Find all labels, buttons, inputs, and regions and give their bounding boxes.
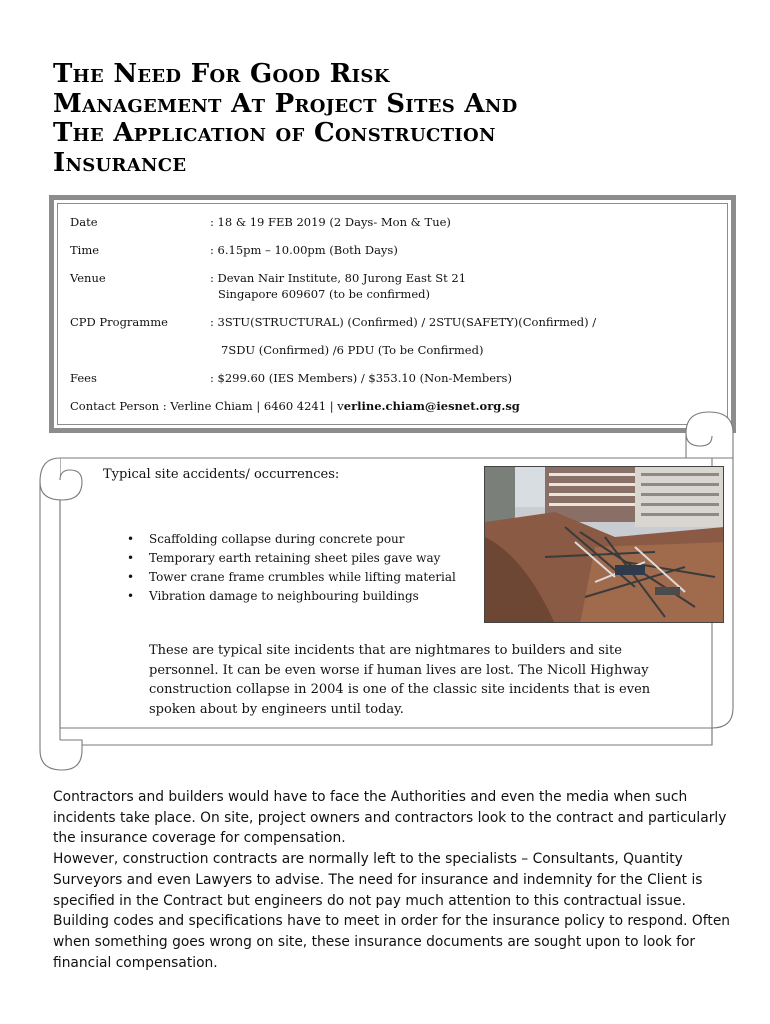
venue-label: Venue (70, 271, 106, 285)
body-text (53, 787, 743, 973)
cpd-value-line-1: : 3STU(STRUCTURAL) (Confirmed) / 2STU(SAFETY)(Confirmed) / (210, 315, 597, 329)
accidents-heading: Typical site accidents/ occurrences: (103, 467, 340, 482)
list-item: • Temporary earth retaining sheet piles gave way (127, 549, 456, 568)
list-item: • Scaffolding collapse during concrete pour (127, 530, 456, 549)
venue-value-line-1: : Devan Nair Institute, 80 Jurong East St 21 (210, 271, 467, 285)
cpd-value-line-2: 7SDU (Confirmed) /6 PDU (To be Confirmed) (221, 343, 484, 357)
list-item: • Vibration damage to neighbouring buildings (127, 587, 456, 606)
time-label: Time (70, 243, 100, 257)
body-paragraph-2: However, construction contracts are normally left to the specialists – Consultants, Quantity Surveyors and even Lawyers to advise. The need for insurance and indemnity for the Client is specified in the Contract but engineers do not pay much attention to this contractual issue. Building codes and specifications have to meet in order for the insurance policy to respond. Often when something goes wrong on site, these insurance documents are sought upon to look for financial compensation. (53, 851, 731, 971)
title-line-3: The Application of Construction (53, 118, 496, 148)
title-line-1: The Need For Good Risk (53, 59, 390, 89)
fees-label: Fees (70, 371, 97, 385)
contact-person: Contact Person : Verline Chiam | 6460 4241 | v (70, 399, 344, 413)
accident-list (127, 530, 456, 606)
date-label: Date (70, 215, 98, 229)
venue-value-line-2: Singapore 609607 (to be confirmed) (218, 287, 430, 301)
title-line-4: Insurance (53, 147, 187, 178)
list-item: • Tower crane frame crumbles while lifting material (127, 568, 456, 587)
time-value: : 6.15pm – 10.00pm (Both Days) (210, 243, 398, 257)
site-collapse-photo (484, 466, 724, 623)
incident-paragraph: These are typical site incidents that are nightmares to builders and site personnel. It can be even worse if human lives are lost. The Nicoll Highway construction collapse in 2004 is one of the classic site incidents that is even spoken about by engineers until today. (149, 643, 651, 717)
date-value: : 18 & 19 FEB 2019 (2 Days- Mon & Tue) (210, 215, 451, 229)
fees-value: : $299.60 (IES Members) / $353.10 (Non-Members) (210, 371, 512, 385)
cpd-label: CPD Programme (70, 315, 168, 329)
body-paragraph-1: Contractors and builders would have to face the Authorities and even the media when such incidents take place. On site, project owners and contractors look to the contract and particularly the insurance coverage for compensation. (53, 789, 727, 847)
contact-email-link[interactable]: erline.chiam@iesnet.org.sg (343, 399, 520, 413)
title-line-2: Management At Project Sites And (53, 88, 518, 119)
